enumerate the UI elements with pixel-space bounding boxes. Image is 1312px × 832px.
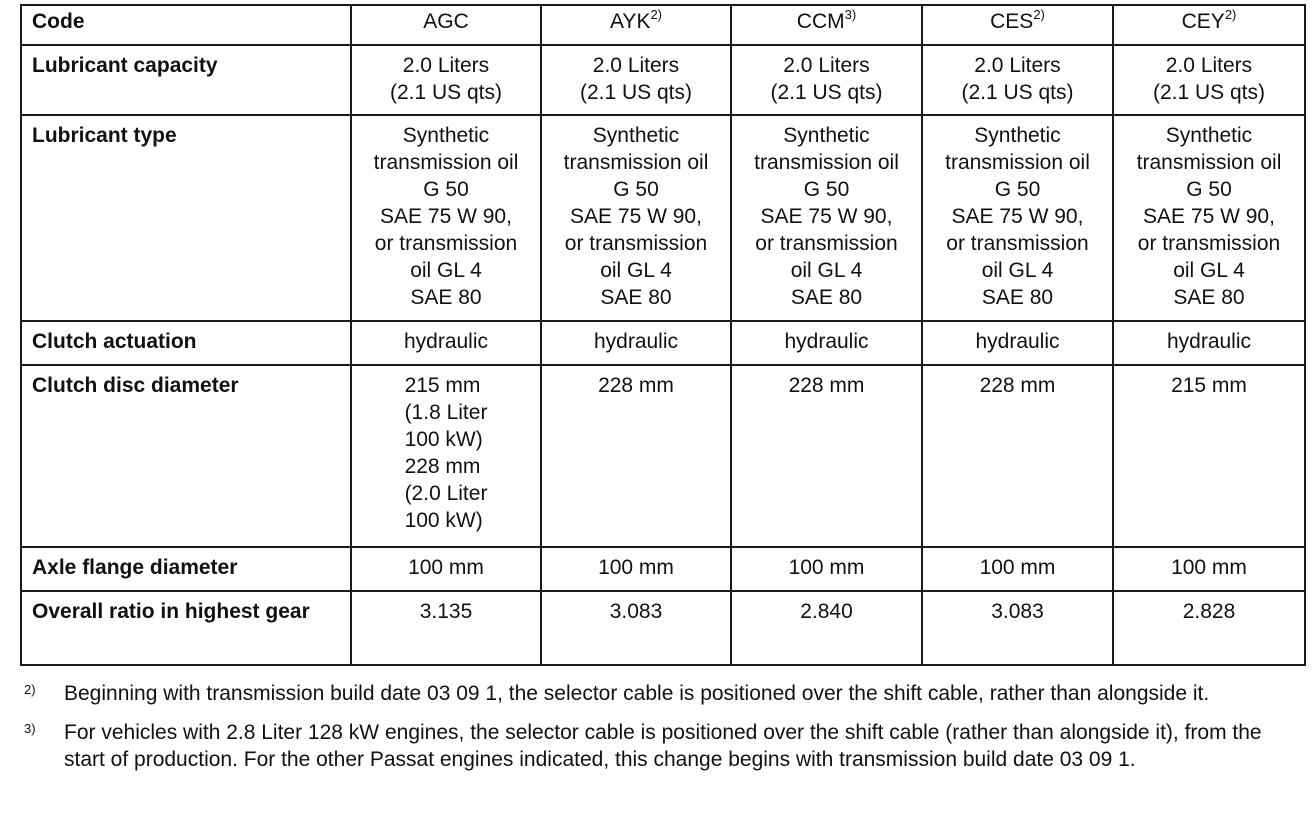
row-clutch-actuation [21, 321, 1305, 365]
row-label-clutch-disc-diameter: Clutch disc diameter [21, 365, 351, 547]
cell-axle-cey: 100 mm [1113, 547, 1305, 591]
cell-disc-cey: 215 mm [1113, 365, 1305, 547]
spec-table [20, 4, 1306, 666]
cell-type-ccm: Synthetic transmission oil G 50 SAE 75 W 90, or transmission oil GL 4 SAE 80 [731, 115, 922, 321]
cell-actuation-ayk: hydraulic [541, 321, 731, 365]
cell-capacity-ayk: 2.0 Liters (2.1 US qts) [541, 45, 731, 115]
cell-type-cey: Synthetic transmission oil G 50 SAE 75 W 90, or transmission oil GL 4 SAE 80 [1113, 115, 1305, 321]
cell-capacity-cey: 2.0 Liters (2.1 US qts) [1113, 45, 1305, 115]
footnotes [24, 680, 1294, 785]
footnote-2 [24, 680, 1294, 707]
cell-actuation-agc: hydraulic [351, 321, 541, 365]
col-header-ayk: AYK$^{2)}$ [541, 5, 731, 45]
col-header-ccm: CCM$^{3)}$ [731, 5, 922, 45]
cell-ratio-agc: 3.135 [351, 591, 541, 665]
cell-ratio-cey: 2.828 [1113, 591, 1305, 665]
row-label-axle-flange-diameter: Axle flange diameter [21, 547, 351, 591]
cell-capacity-ces: 2.0 Liters (2.1 US qts) [922, 45, 1113, 115]
row-label-code: Code [21, 5, 351, 45]
cell-actuation-ces: hydraulic [922, 321, 1113, 365]
cell-disc-ces: 228 mm [922, 365, 1113, 547]
cell-capacity-agc: 2.0 Liters (2.1 US qts) [351, 45, 541, 115]
row-clutch-disc-diameter [21, 365, 1305, 547]
cell-type-agc: Synthetic transmission oil G 50 SAE 75 W 90, or transmission oil GL 4 SAE 80 [351, 115, 541, 321]
footnote-2-text: Beginning with transmission build date 03 09 1, the selector cable is positioned over the shift cable, rather than alongside it. [64, 682, 1210, 705]
cell-capacity-ccm: 2.0 Liters (2.1 US qts) [731, 45, 922, 115]
cell-axle-agc: 100 mm [351, 547, 541, 591]
cell-ratio-ces: 3.083 [922, 591, 1113, 665]
row-axle-flange-diameter [21, 547, 1305, 591]
row-label-overall-ratio: Overall ratio in highest gear [21, 591, 351, 665]
col-header-agc: AGC [351, 5, 541, 45]
row-lubricant-type [21, 115, 1305, 321]
cell-disc-ccm: 228 mm [731, 365, 922, 547]
col-header-cey: CEY$^{2)}$ [1113, 5, 1305, 45]
row-label-lubricant-type: Lubricant type [21, 115, 351, 321]
cell-disc-ayk: 228 mm [541, 365, 731, 547]
row-overall-ratio [21, 591, 1305, 665]
cell-ratio-ayk: 3.083 [541, 591, 731, 665]
footnote-3-text: For vehicles with 2.8 Liter 128 kW engines, the selector cable is positioned over the shift cable (rather than alongside it), from the start of production. For the other Passat engines indicated, this change begins with transmission build date 03 09 1. [64, 721, 1262, 771]
cell-type-ayk: Synthetic transmission oil G 50 SAE 75 W 90, or transmission oil GL 4 SAE 80 [541, 115, 731, 321]
footnote-3-marker: 3) [24, 721, 36, 736]
cell-axle-ces: 100 mm [922, 547, 1113, 591]
cell-disc-agc: 215 mm (1.8 Liter 100 kW) 228 mm (2.0 Liter 100 kW) [351, 365, 541, 547]
cell-axle-ayk: 100 mm [541, 547, 731, 591]
cell-type-ces: Synthetic transmission oil G 50 SAE 75 W 90, or transmission oil GL 4 SAE 80 [922, 115, 1113, 321]
cell-axle-ccm: 100 mm [731, 547, 922, 591]
cell-ratio-ccm: 2.840 [731, 591, 922, 665]
row-lubricant-capacity [21, 45, 1305, 115]
cell-actuation-ccm: hydraulic [731, 321, 922, 365]
col-header-ces: CES$^{2)}$ [922, 5, 1113, 45]
row-label-clutch-actuation: Clutch actuation [21, 321, 351, 365]
cell-actuation-cey: hydraulic [1113, 321, 1305, 365]
row-code [21, 5, 1305, 45]
footnote-3 [24, 719, 1294, 773]
footnote-2-marker: 2) [24, 682, 36, 697]
row-label-lubricant-capacity: Lubricant capacity [21, 45, 351, 115]
